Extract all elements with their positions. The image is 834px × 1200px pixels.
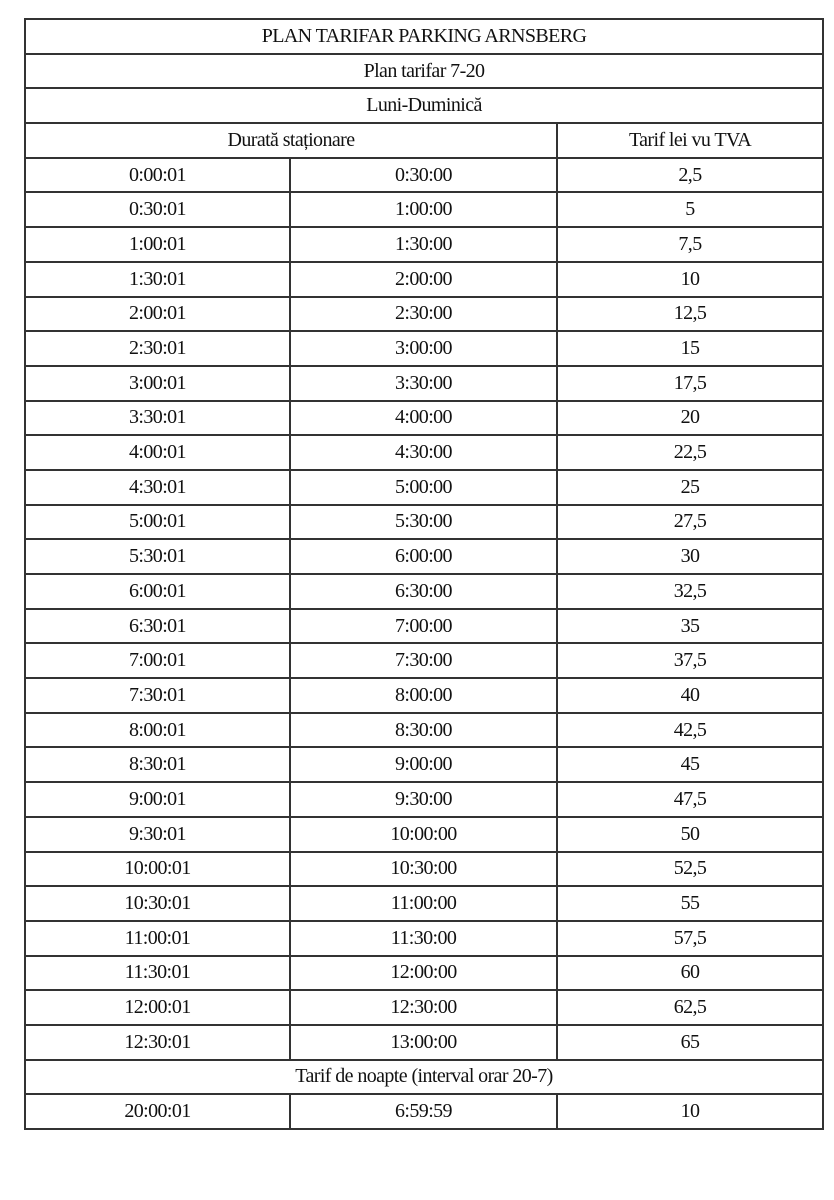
from-cell: 5:00:01 [25,505,290,540]
from-cell: 7:00:01 [25,643,290,678]
price-cell: 62,5 [557,990,823,1025]
from-cell: 2:00:01 [25,297,290,332]
to-cell: 8:30:00 [290,713,557,748]
price-cell: 22,5 [557,435,823,470]
from-cell: 3:00:01 [25,366,290,401]
from-cell: 6:00:01 [25,574,290,609]
table-row [25,921,823,956]
from-cell: 10:00:01 [25,852,290,887]
from-cell: 5:30:01 [25,539,290,574]
price-cell: 27,5 [557,505,823,540]
price-cell: 7,5 [557,227,823,262]
night-header-row [25,1060,823,1095]
price-cell: 17,5 [557,366,823,401]
price-cell: 60 [557,956,823,991]
price-cell: 25 [557,470,823,505]
from-cell: 9:30:01 [25,817,290,852]
to-cell: 2:00:00 [290,262,557,297]
days-label: Luni-Duminică [25,88,823,123]
to-cell: 5:30:00 [290,505,557,540]
to-cell: 3:00:00 [290,331,557,366]
table-row [25,852,823,887]
to-cell: 1:30:00 [290,227,557,262]
price-cell: 2,5 [557,158,823,193]
from-cell: 2:30:01 [25,331,290,366]
to-cell: 11:30:00 [290,921,557,956]
to-cell: 7:30:00 [290,643,557,678]
table-row [25,956,823,991]
table-row [25,678,823,713]
table-row [25,886,823,921]
price-cell: 10 [557,1094,823,1129]
to-cell: 2:30:00 [290,297,557,332]
to-cell: 3:30:00 [290,366,557,401]
from-cell: 1:30:01 [25,262,290,297]
to-cell: 4:00:00 [290,401,557,436]
from-cell: 0:30:01 [25,192,290,227]
from-cell: 11:30:01 [25,956,290,991]
to-cell: 6:59:59 [290,1094,557,1129]
from-cell: 1:00:01 [25,227,290,262]
from-cell: 4:30:01 [25,470,290,505]
to-cell: 13:00:00 [290,1025,557,1060]
price-cell: 35 [557,609,823,644]
table-row [25,401,823,436]
night-label: Tarif de noapte (interval orar 20-7) [25,1060,823,1095]
table-row [25,435,823,470]
table-row [25,747,823,782]
from-cell: 8:00:01 [25,713,290,748]
from-cell: 20:00:01 [25,1094,290,1129]
to-cell: 10:00:00 [290,817,557,852]
price-cell: 40 [557,678,823,713]
table-row [25,297,823,332]
table-row [25,713,823,748]
table-row [25,609,823,644]
price-cell: 12,5 [557,297,823,332]
table-row [25,470,823,505]
plan-label: Plan tarifar 7-20 [25,54,823,89]
from-cell: 9:00:01 [25,782,290,817]
from-cell: 0:00:01 [25,158,290,193]
to-cell: 5:00:00 [290,470,557,505]
from-cell: 12:30:01 [25,1025,290,1060]
tariff-table [24,18,824,1130]
table-row [25,990,823,1025]
to-cell: 6:00:00 [290,539,557,574]
to-cell: 6:30:00 [290,574,557,609]
table-title: PLAN TARIFAR PARKING ARNSBERG [25,19,823,54]
to-cell: 8:00:00 [290,678,557,713]
table-row [25,158,823,193]
to-cell: 12:00:00 [290,956,557,991]
table-row [25,643,823,678]
price-cell: 20 [557,401,823,436]
to-cell: 4:30:00 [290,435,557,470]
table-row [25,227,823,262]
price-cell: 57,5 [557,921,823,956]
price-cell: 5 [557,192,823,227]
title-row [25,19,823,54]
price-cell: 37,5 [557,643,823,678]
price-cell: 47,5 [557,782,823,817]
to-cell: 0:30:00 [290,158,557,193]
table-row [25,782,823,817]
price-cell: 42,5 [557,713,823,748]
from-cell: 3:30:01 [25,401,290,436]
to-cell: 7:00:00 [290,609,557,644]
table-row [25,1094,823,1129]
table-row [25,366,823,401]
to-cell: 11:00:00 [290,886,557,921]
table-row [25,331,823,366]
from-cell: 7:30:01 [25,678,290,713]
duration-header: Durată staționare [25,123,557,158]
table-row [25,192,823,227]
table-row [25,262,823,297]
from-cell: 8:30:01 [25,747,290,782]
price-cell: 32,5 [557,574,823,609]
from-cell: 12:00:01 [25,990,290,1025]
price-cell: 50 [557,817,823,852]
to-cell: 10:30:00 [290,852,557,887]
from-cell: 11:00:01 [25,921,290,956]
days-row [25,88,823,123]
from-cell: 4:00:01 [25,435,290,470]
to-cell: 1:00:00 [290,192,557,227]
table-row [25,539,823,574]
from-cell: 6:30:01 [25,609,290,644]
table-row [25,1025,823,1060]
to-cell: 9:30:00 [290,782,557,817]
price-cell: 45 [557,747,823,782]
price-cell: 55 [557,886,823,921]
price-header: Tarif lei vu TVA [557,123,823,158]
to-cell: 12:30:00 [290,990,557,1025]
price-cell: 65 [557,1025,823,1060]
table-row [25,574,823,609]
price-cell: 10 [557,262,823,297]
table-row [25,505,823,540]
to-cell: 9:00:00 [290,747,557,782]
header-row [25,123,823,158]
from-cell: 10:30:01 [25,886,290,921]
price-cell: 52,5 [557,852,823,887]
table-row [25,817,823,852]
price-cell: 15 [557,331,823,366]
price-cell: 30 [557,539,823,574]
plan-row [25,54,823,89]
